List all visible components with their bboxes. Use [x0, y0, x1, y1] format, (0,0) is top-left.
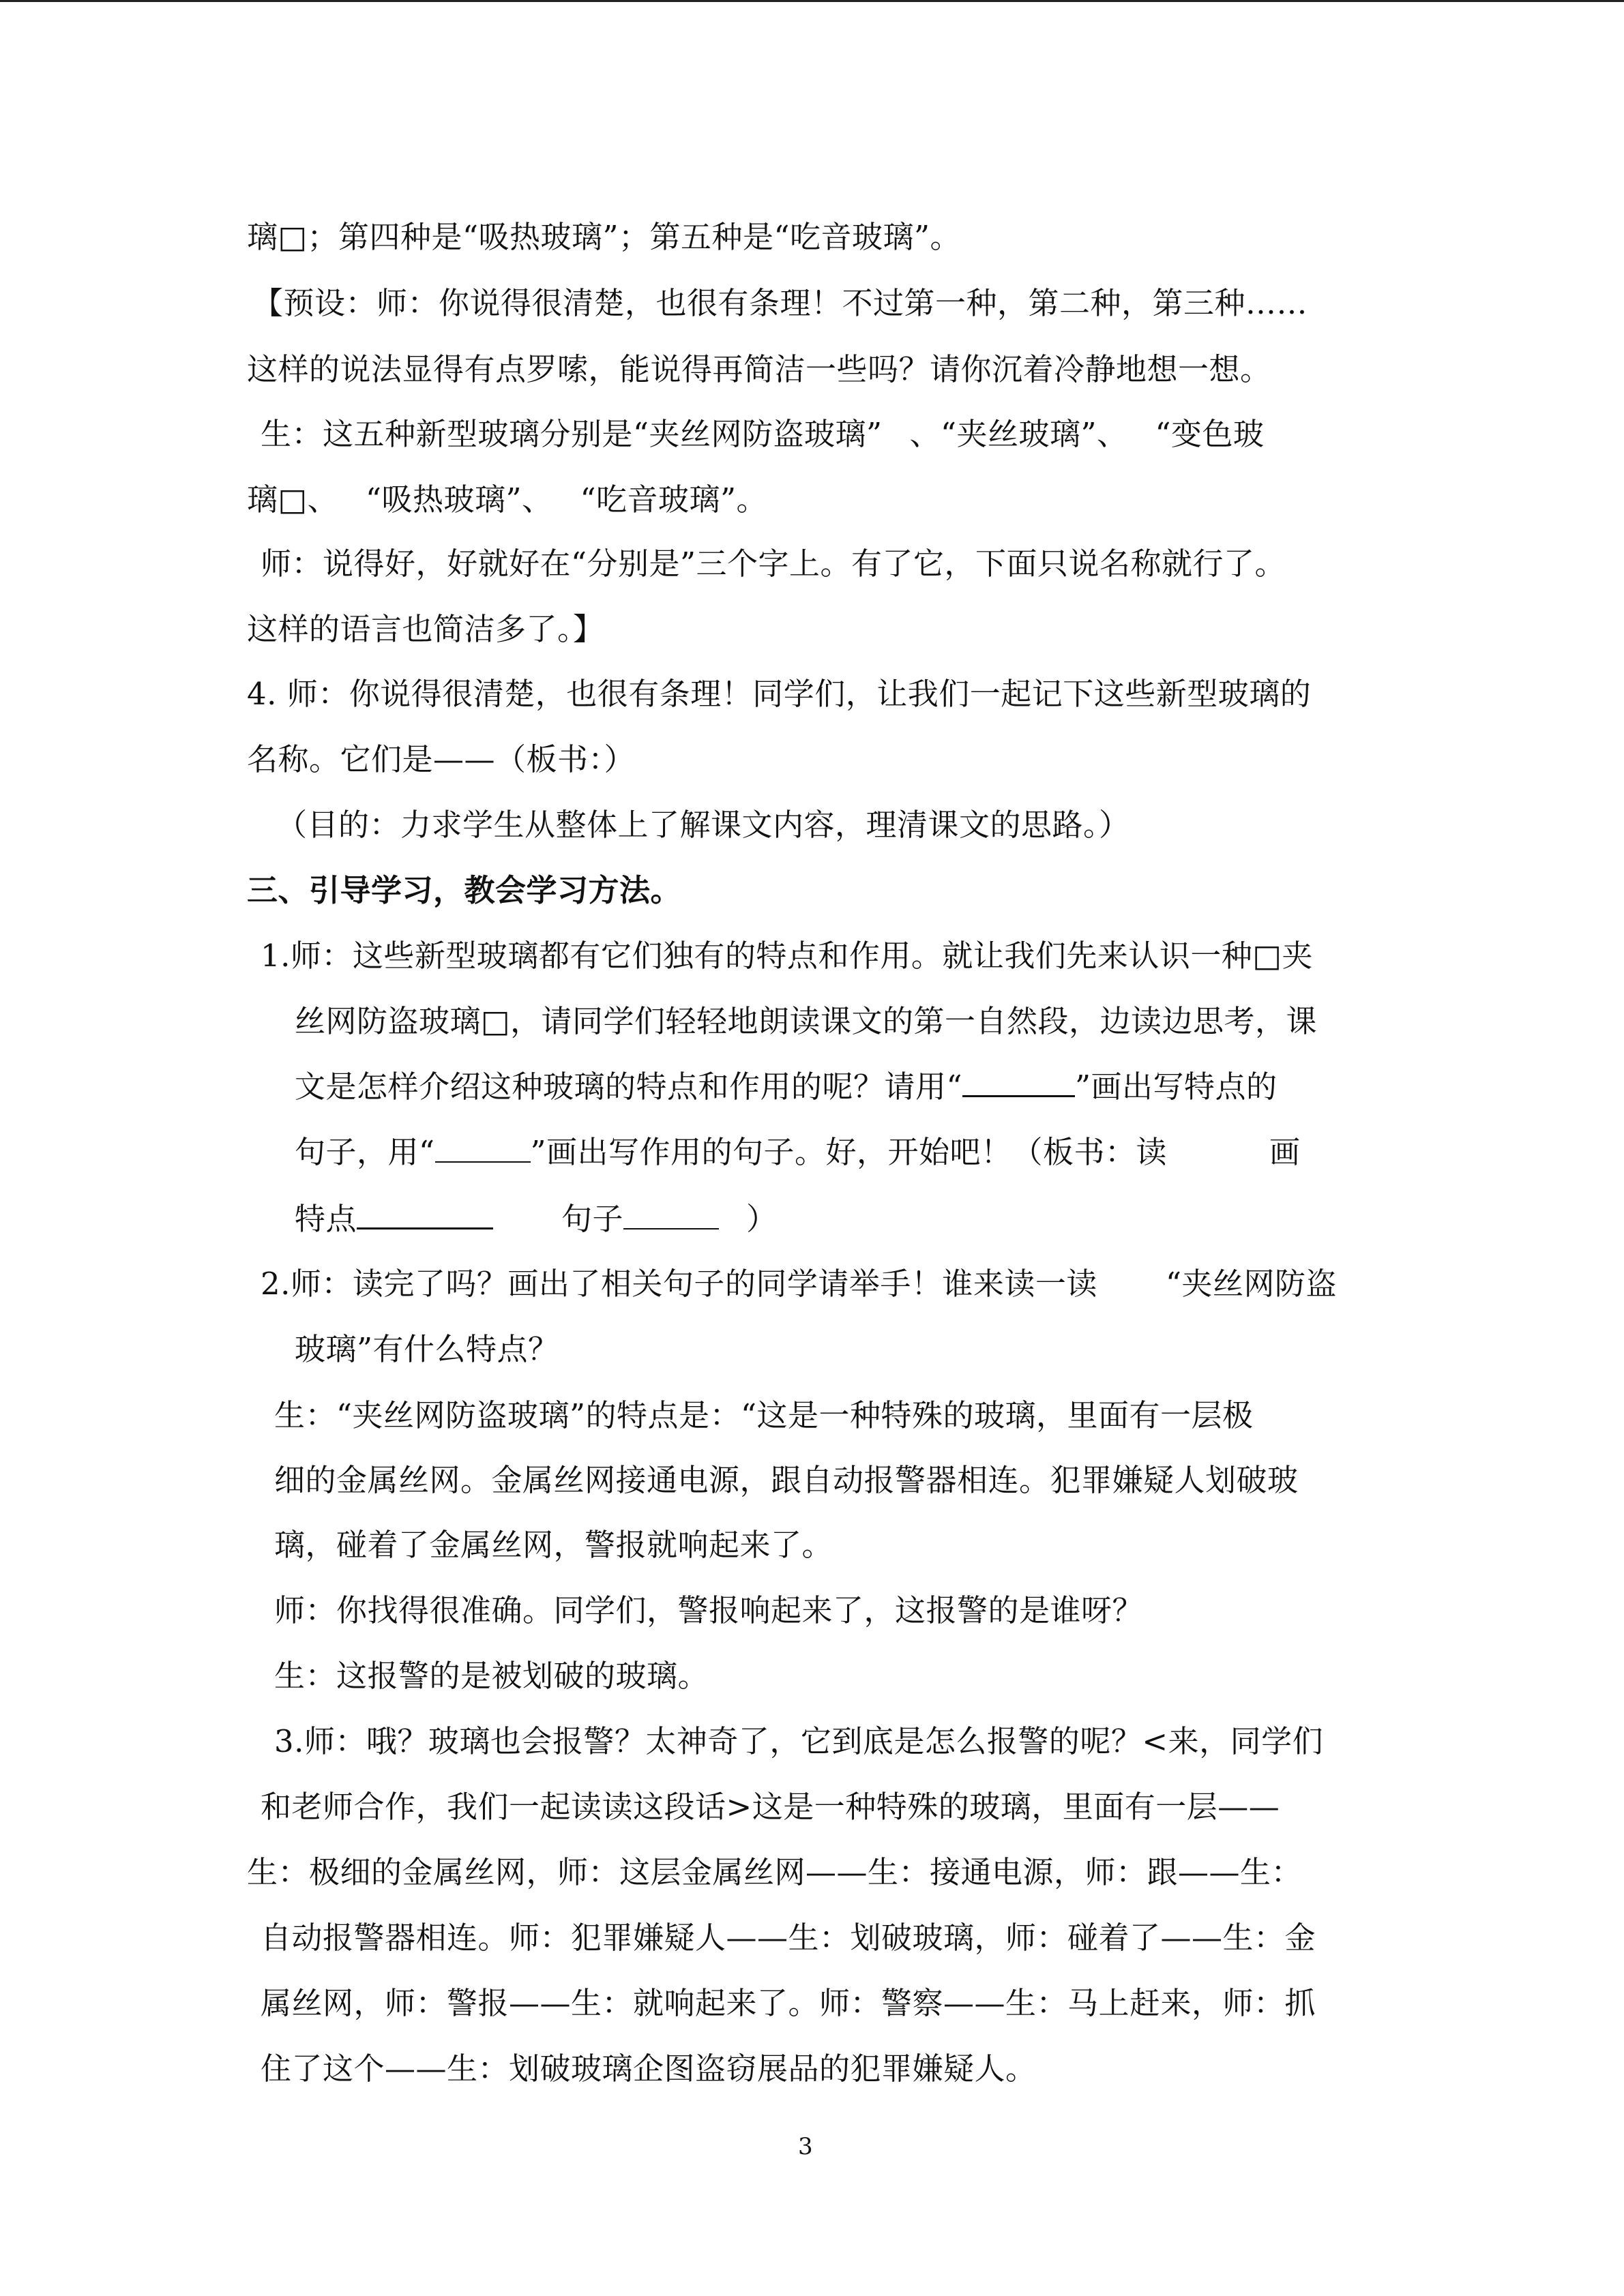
text-line: 3.师：哦？玻璃也会报警？太神奇了，它到底是怎么报警的呢？<来，同学们	[274, 1723, 1324, 1759]
blank-underline-feature-board	[357, 1199, 493, 1229]
text-line: 璃□、 “吸热玻璃”、 “吃音玻璃”。	[247, 481, 768, 518]
text-line: 生：这五种新型玻璃分别是“夹丝网防盗玻璃” 、“夹丝玻璃”、 “变色玻	[261, 416, 1265, 452]
blank-underline-function	[435, 1133, 531, 1163]
text-line: 璃□；第四种是“吸热玻璃”；第五种是“吃音玻璃”。	[247, 219, 962, 255]
section-heading: 三、引导学习，教会学习方法。	[247, 872, 682, 908]
text-line: 【预设：师：你说得很清楚，也很有条理！不过第一种，第二种，第三种……	[252, 285, 1308, 321]
text-line: 这样的说法显得有点罗嗦，能说得再简洁一些吗？请你沉着冷静地想一想。	[247, 351, 1271, 387]
text-line: 特点 句子 ）	[295, 1199, 778, 1240]
text-line: 丝网防盗玻璃□，请同学们轻轻地朗读课文的第一自然段，边读边思考，课	[295, 1003, 1318, 1039]
text-line: 住了这个——生：划破玻璃企图盗窃展品的犯罪嫌疑人。	[261, 2051, 1037, 2087]
text-line: （目的：力求学生从整体上了解课文内容，理清课文的思路。）	[276, 807, 1130, 843]
text-line: 文是怎样介绍这种玻璃的特点和作用的呢？请用“ ”画出写特点的	[295, 1067, 1278, 1107]
text-line: 璃，碰着了金属丝网，警报就响起来了。	[274, 1527, 833, 1563]
blank-underline-feature	[962, 1067, 1075, 1097]
text-line: 自动报警器相连。师：犯罪嫌疑人——生：划破玻璃，师：碰着了——生：金	[261, 1920, 1316, 1956]
text-line: 2.师：读完了吗？画出了相关句子的同学请举手！谁来读一读 “夹丝网防盗	[261, 1266, 1337, 1302]
text-line: 句子，用“ ”画出写作用的句子。好，开始吧！（板书：读 画	[295, 1134, 1301, 1170]
text-line: 生：极细的金属丝网，师：这层金属丝网——生：接通电源，师：跟——生：	[247, 1854, 1303, 1890]
text-line: 师：你找得很准确。同学们，警报响起来了，这报警的是谁呀？	[274, 1592, 1144, 1628]
text-line: 细的金属丝网。金属丝网接通电源，跟自动报警器相连。犯罪嫌疑人划破玻	[274, 1462, 1299, 1498]
text-line: 生：“夹丝网防盗玻璃”的特点是：“这是一种特殊的玻璃，里面有一层极	[274, 1397, 1254, 1433]
text-line: 玻璃”有什么特点？	[295, 1331, 559, 1367]
text-line: 生：这报警的是被划破的玻璃。	[274, 1658, 709, 1694]
top-border-rule	[0, 0, 1624, 2]
text-line: 和老师合作，我们一起读读这段话>这是一种特殊的玻璃，里面有一层——	[261, 1789, 1280, 1825]
blank-underline-sentence-board	[623, 1199, 719, 1229]
text-line: 4. 师：你说得很清楚，也很有条理！同学们，让我们一起记下这些新型玻璃的	[247, 676, 1312, 712]
text-line: 名称。它们是——（板书：）	[247, 741, 636, 777]
text-line: 师：说得好，好就好在“分别是”三个字上。有了它，下面只说名称就行了。	[261, 546, 1286, 582]
text-line: 这样的语言也简洁多了。】	[247, 611, 604, 647]
text-line: 1.师：这些新型玻璃都有它们独有的特点和作用。就让我们先来认识一种□夹	[261, 938, 1313, 974]
page-number: 3	[798, 2133, 813, 2160]
text-line: 属丝网，师：警报——生：就响起来了。师：警察——生：马上赶来，师：抓	[261, 1985, 1316, 2021]
